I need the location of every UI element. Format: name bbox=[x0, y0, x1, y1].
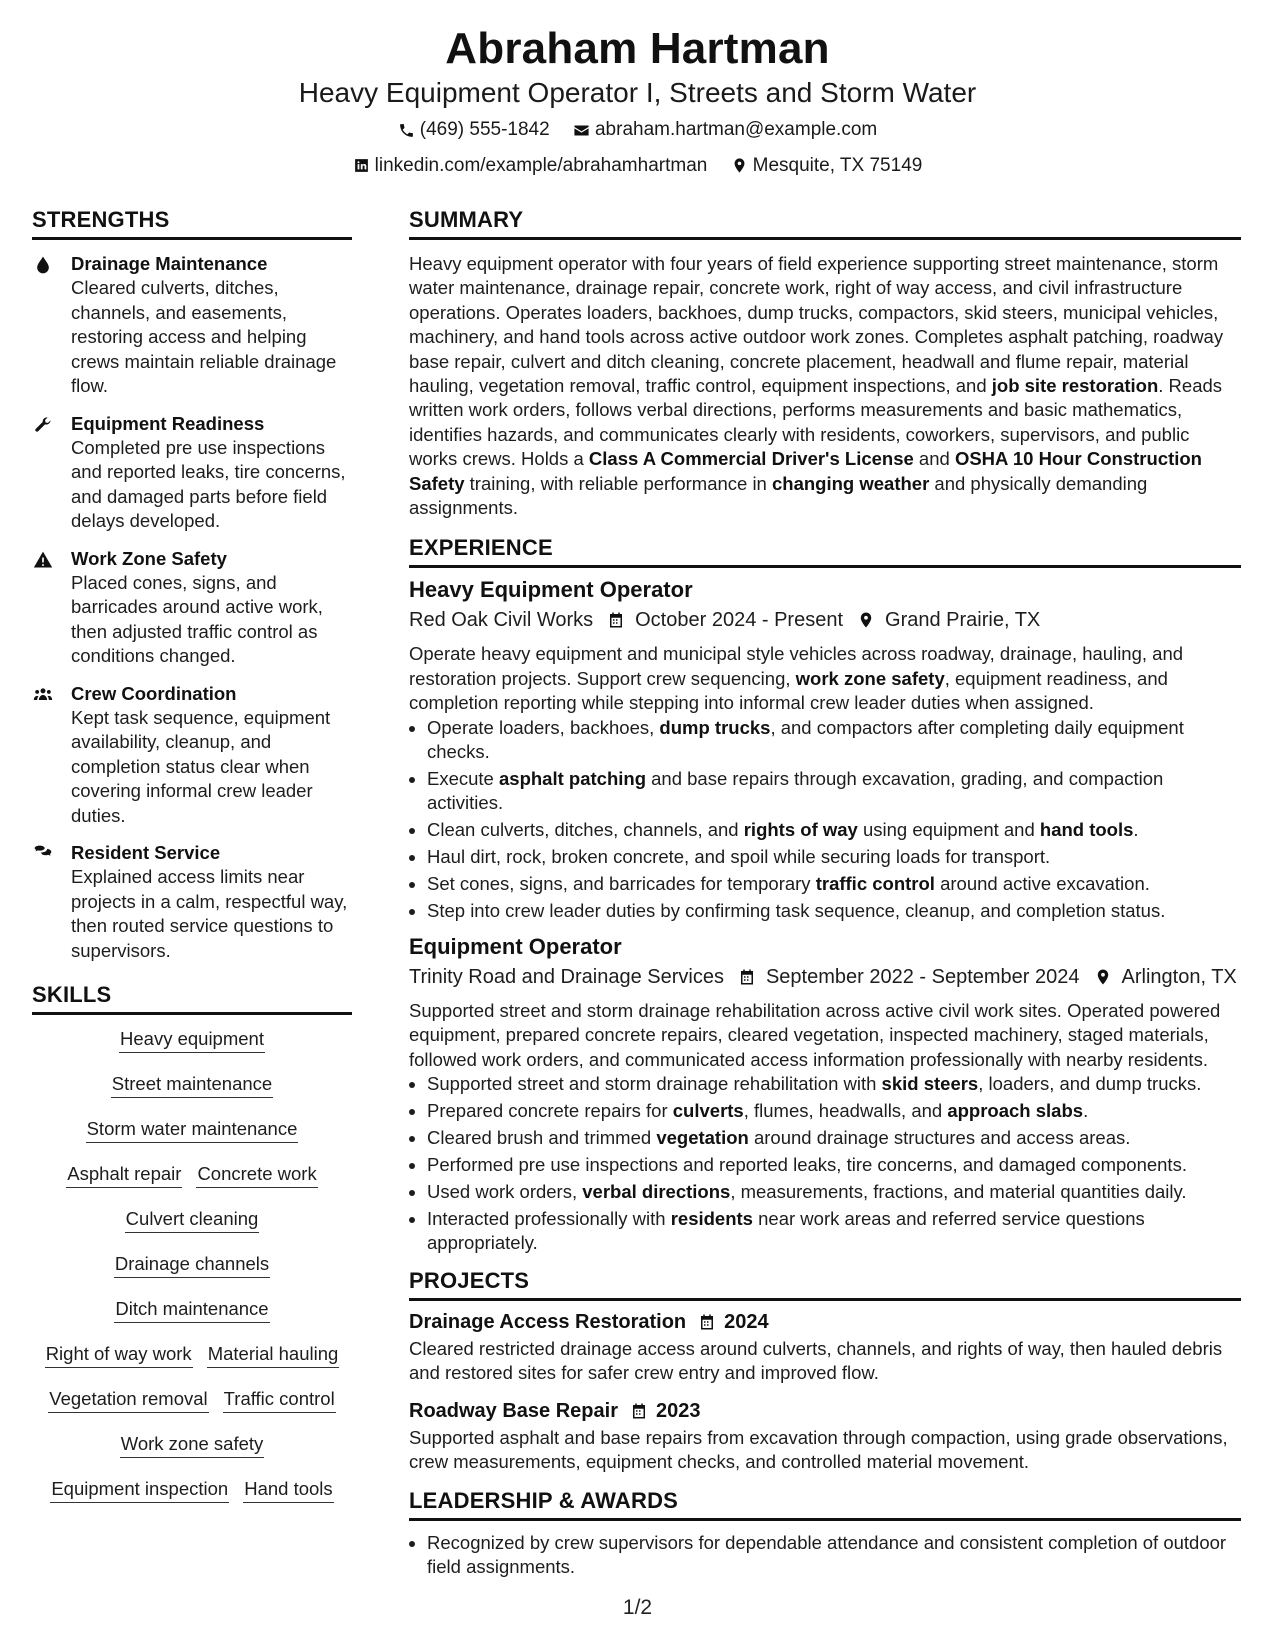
calendar-icon bbox=[607, 611, 625, 629]
skill-row bbox=[32, 1297, 352, 1342]
text-run: near work areas and referred service questions appropriately. bbox=[427, 1207, 1145, 1253]
project-desc: Cleared restricted drainage access around culverts, channels, and rights of way, then hauled debris and restored sites for safer crew entry and improved flow. bbox=[409, 1337, 1223, 1384]
text-run: Operate loaders, backhoes, bbox=[427, 716, 660, 738]
skill-row bbox=[32, 1117, 352, 1162]
strength-title: Resident Service bbox=[71, 842, 221, 863]
bullet-item bbox=[427, 899, 1241, 923]
strengths-list bbox=[32, 252, 352, 963]
bullet-item bbox=[427, 716, 1241, 764]
text-run: around active excavation. bbox=[934, 872, 1150, 894]
skills-list bbox=[32, 1027, 352, 1522]
projects-list bbox=[409, 1309, 1241, 1475]
bullet-item bbox=[427, 1099, 1241, 1123]
strength-desc: Placed cones, signs, and barricades around active work, then adjusted traffic control as conditions changed. bbox=[71, 571, 323, 666]
skill-tag: Street maintenance bbox=[111, 1072, 273, 1098]
skill-tag: Hand tools bbox=[243, 1477, 333, 1503]
wrench-icon bbox=[33, 415, 53, 435]
strength-desc: Explained access limits near projects in a calm, respectful way, then routed service questions to supervisors. bbox=[71, 866, 348, 961]
text-run: Operate heavy equipment and municipal style vehicles across roadway, drainage, hauling, and restoration projects. Support crew sequencing, bbox=[409, 643, 1184, 689]
projects-heading: PROJECTS bbox=[409, 1267, 1241, 1301]
text-run: . Reads written work orders, follows verbal directions, performs measurements and basic mathematics, identifies hazards, and communicates clearly with residents, coworkers, supervisors, and public works crews. Holds a bbox=[409, 375, 1223, 470]
strength-title: Drainage Maintenance bbox=[71, 253, 268, 274]
bold-keyword: verbal directions bbox=[582, 1180, 731, 1202]
job-bullets bbox=[409, 1072, 1241, 1255]
skill-tag: Asphalt repair bbox=[66, 1162, 182, 1188]
bold-keyword: vegetation bbox=[656, 1126, 749, 1148]
bold-keyword: approach slabs bbox=[947, 1099, 1084, 1121]
bullet-item bbox=[427, 1072, 1241, 1096]
jobs-list bbox=[409, 576, 1241, 1254]
skill-row bbox=[32, 1432, 352, 1477]
strengths-heading: STRENGTHS bbox=[32, 206, 352, 240]
strength-icon-wrap bbox=[32, 549, 54, 571]
skill-tag: Material hauling bbox=[207, 1342, 340, 1368]
text-run: , flumes, headwalls, and bbox=[743, 1099, 948, 1121]
project-name: Roadway Base Repair bbox=[409, 1399, 618, 1422]
skill-row bbox=[32, 1207, 352, 1252]
text-run: , measurements, fractions, and material quantities daily. bbox=[730, 1180, 1187, 1202]
strength-icon-wrap bbox=[32, 254, 54, 276]
skill-row bbox=[32, 1387, 352, 1432]
bold-keyword: OSHA 10 Hour Construction Safety bbox=[409, 448, 1202, 494]
linkedin-text: linkedin.com/example/abrahamhartman bbox=[374, 154, 708, 176]
strength-item bbox=[32, 682, 352, 829]
job-meta bbox=[409, 606, 1241, 634]
project-title bbox=[409, 1398, 1241, 1424]
left-column bbox=[32, 206, 352, 1522]
project-year: 2024 bbox=[724, 1310, 769, 1333]
text-run: Supported street and storm drainage rehabilitation across active civil work sites. Operated powered equipment, prepared concrete repairs, cleared vegetation, inspected machinery, staged materials, followed work orders, and communicated access information professionally with nearby residents. bbox=[409, 999, 1221, 1070]
experience-heading: EXPERIENCE bbox=[409, 534, 1241, 568]
contact-phone[interactable] bbox=[398, 118, 550, 142]
skill-tag: Work zone safety bbox=[120, 1432, 265, 1458]
strength-icon-wrap bbox=[32, 843, 54, 865]
job-title: Heavy Equipment Operator bbox=[409, 577, 693, 603]
contact-row-2 bbox=[0, 154, 1275, 182]
bold-keyword: culverts bbox=[672, 1099, 744, 1121]
text-run: Heavy equipment operator with four years of field experience supporting street maintenance, storm water maintenance, drainage repair, concrete work, right of way access, and civil infrastructure operations. Operates loaders, backhoes, dump trucks, compactors, skid steers, municipal vehicles, machinery, and hand tools across active outdoor work zones. Completes asphalt patching, roadway base repair, culvert and ditch cleaning, concrete placement, headwall and flume repair, material hauling, vegetation removal, traffic control, equipment inspections, and bbox=[409, 253, 1224, 397]
bold-keyword: work zone safety bbox=[795, 667, 945, 689]
skill-row bbox=[32, 1477, 352, 1522]
strength-desc: Kept task sequence, equipment availability, cleanup, and completion status clear when covering informal crew leader duties. bbox=[71, 706, 331, 826]
summary-heading: SUMMARY bbox=[409, 206, 1241, 240]
bold-keyword: Class A Commercial Driver's License bbox=[588, 448, 914, 470]
strength-desc: Cleared culverts, ditches, channels, and easements, restoring access and helping crews maintain reliable drainage flow. bbox=[71, 277, 337, 396]
skill-tag: Concrete work bbox=[196, 1162, 317, 1188]
text-run: Execute bbox=[427, 767, 499, 789]
text-run: Cleared brush and trimmed bbox=[427, 1126, 657, 1148]
job-company: Trinity Road and Drainage Services bbox=[409, 965, 724, 988]
email-text: abraham.hartman@example.com bbox=[594, 119, 878, 140]
strength-item bbox=[32, 412, 352, 534]
calendar-icon bbox=[738, 968, 756, 986]
skill-tag: Equipment inspection bbox=[50, 1477, 229, 1503]
job-dates: October 2024 - Present bbox=[635, 609, 844, 632]
text-run: , equipment readiness, and completion reporting while stepping into informal crew leader duties when assigned. bbox=[409, 667, 1168, 714]
bullet-item bbox=[427, 1207, 1241, 1255]
text-run: and base repairs through excavation, grading, and compaction activities. bbox=[427, 767, 1164, 813]
bullet-item bbox=[427, 818, 1241, 842]
linkedin-icon bbox=[353, 157, 370, 174]
comments-icon bbox=[33, 844, 53, 864]
job-location: Grand Prairie, TX bbox=[885, 609, 1041, 632]
strength-title: Work Zone Safety bbox=[71, 547, 227, 569]
skill-tag: Ditch maintenance bbox=[114, 1297, 269, 1323]
project-title bbox=[409, 1309, 1241, 1335]
contact-location bbox=[731, 154, 923, 178]
text-run: Clean culverts, ditches, channels, and bbox=[427, 818, 744, 840]
bullet-item bbox=[427, 1180, 1241, 1204]
text-run: training, with reliable performance in bbox=[464, 472, 772, 494]
skill-tag: Storm water maintenance bbox=[86, 1117, 299, 1143]
contact-email[interactable] bbox=[573, 118, 877, 142]
bullet-item bbox=[427, 845, 1241, 869]
skills-heading: SKILLS bbox=[32, 981, 352, 1015]
skill-row bbox=[32, 1072, 352, 1117]
text-run: and bbox=[913, 448, 955, 470]
phone-icon bbox=[398, 122, 415, 139]
calendar-icon bbox=[630, 1402, 648, 1420]
job-bullets bbox=[409, 716, 1241, 923]
text-run: . bbox=[1133, 818, 1139, 840]
bullet-item bbox=[427, 872, 1241, 896]
envelope-icon bbox=[573, 122, 590, 139]
skill-tag: Heavy equipment bbox=[119, 1027, 265, 1053]
strength-item bbox=[32, 252, 352, 399]
strength-desc: Completed pre use inspections and reported leaks, tire concerns, and damaged parts before field delays developed. bbox=[71, 436, 346, 531]
bold-keyword: traffic control bbox=[815, 872, 935, 894]
award-item: • Recognized by crew supervisors for dependable attendance and consistent completion of outdoor field assignments. bbox=[427, 1531, 1241, 1579]
contact-linkedin[interactable] bbox=[353, 154, 708, 178]
skill-row bbox=[32, 1252, 352, 1297]
contact-row-1 bbox=[0, 118, 1275, 146]
bold-keyword: rights of way bbox=[743, 818, 858, 840]
job-title: Equipment Operator bbox=[409, 933, 622, 959]
bullet-item bbox=[427, 767, 1241, 815]
strength-item bbox=[32, 841, 352, 963]
page-number: 1/2 bbox=[622, 1596, 653, 1619]
text-run: , loaders, and dump trucks. bbox=[978, 1072, 1202, 1094]
job-location: Arlington, TX bbox=[1121, 965, 1237, 988]
skill-row bbox=[32, 1342, 352, 1387]
calendar-icon bbox=[698, 1313, 716, 1331]
skill-tag: Traffic control bbox=[223, 1387, 336, 1413]
bullet-item bbox=[427, 1126, 1241, 1150]
text-run: Set cones, signs, and barricades for temporary bbox=[427, 872, 816, 894]
awards-list bbox=[409, 1531, 1241, 1579]
map-pin-icon bbox=[731, 157, 748, 174]
project-year: 2023 bbox=[655, 1399, 701, 1422]
candidate-title: Heavy Equipment Operator I, Streets and Storm Water bbox=[298, 77, 977, 108]
bold-keyword: residents bbox=[670, 1207, 753, 1229]
strength-title: Equipment Readiness bbox=[71, 412, 265, 434]
bold-keyword: changing weather bbox=[772, 472, 930, 494]
bold-keyword: dump trucks bbox=[659, 716, 771, 738]
phone-text: (469) 555-1842 bbox=[419, 119, 550, 140]
strength-title: Crew Coordination bbox=[71, 682, 237, 704]
right-column bbox=[409, 206, 1241, 1582]
text-run: Supported street and storm drainage rehabilitation with bbox=[427, 1072, 882, 1094]
bold-keyword: hand tools bbox=[1039, 818, 1134, 840]
skill-tag: Vegetation removal bbox=[48, 1387, 208, 1413]
text-run: Prepared concrete repairs for bbox=[427, 1099, 673, 1121]
text-run: Used work orders, bbox=[427, 1180, 583, 1202]
bold-keyword: skid steers bbox=[881, 1072, 979, 1094]
users-icon bbox=[33, 685, 53, 705]
text-run: , and compactors after completing daily equipment checks. bbox=[427, 716, 1184, 762]
skill-tag: Culvert cleaning bbox=[125, 1207, 260, 1233]
job-dates: September 2022 - September 2024 bbox=[765, 965, 1080, 988]
awards-heading: LEADERSHIP & AWARDS bbox=[409, 1487, 1241, 1521]
drop-icon bbox=[33, 255, 53, 275]
skill-tag: Drainage channels bbox=[114, 1252, 270, 1278]
text-run: . bbox=[1083, 1099, 1089, 1121]
text-run: Haul dirt, rock, broken concrete, and spoil while securing loads for transport. bbox=[427, 845, 1051, 867]
summary-text bbox=[409, 252, 1241, 520]
job-meta bbox=[409, 963, 1241, 991]
bullet-item bbox=[427, 1153, 1241, 1177]
strength-icon-wrap bbox=[32, 414, 54, 436]
warning-icon bbox=[33, 550, 53, 570]
strength-icon-wrap bbox=[32, 684, 54, 706]
bold-keyword: job site restoration bbox=[991, 375, 1159, 397]
strength-item bbox=[32, 547, 352, 669]
job-description bbox=[409, 642, 1241, 715]
resume-header bbox=[0, 22, 1275, 181]
text-run: Performed pre use inspections and reported leaks, tire concerns, and damaged components. bbox=[427, 1153, 1187, 1175]
candidate-name: Abraham Hartman bbox=[445, 24, 830, 73]
map-pin-icon bbox=[1094, 968, 1112, 986]
bold-keyword: asphalt patching bbox=[499, 767, 646, 789]
text-run: Interacted professionally with bbox=[427, 1207, 671, 1229]
text-run: using equipment and bbox=[857, 818, 1040, 840]
skill-tag: Right of way work bbox=[45, 1342, 193, 1368]
text-run: Step into crew leader duties by confirming task sequence, cleanup, and completion status. bbox=[427, 899, 1166, 921]
project-name: Drainage Access Restoration bbox=[409, 1310, 687, 1333]
job-description bbox=[409, 999, 1241, 1072]
text-run: and physically demanding assignments. bbox=[409, 472, 1148, 519]
job-company: Red Oak Civil Works bbox=[409, 609, 594, 632]
location-text: Mesquite, TX 75149 bbox=[752, 154, 923, 176]
project-desc: Supported asphalt and base repairs from excavation through compaction, using grade observations, crew measurements, equipment checks, and controlled material movement. bbox=[409, 1426, 1228, 1473]
skill-row bbox=[32, 1162, 352, 1207]
skill-row bbox=[32, 1027, 352, 1072]
text-run: around drainage structures and access areas. bbox=[748, 1126, 1131, 1148]
map-pin-icon bbox=[857, 611, 875, 629]
